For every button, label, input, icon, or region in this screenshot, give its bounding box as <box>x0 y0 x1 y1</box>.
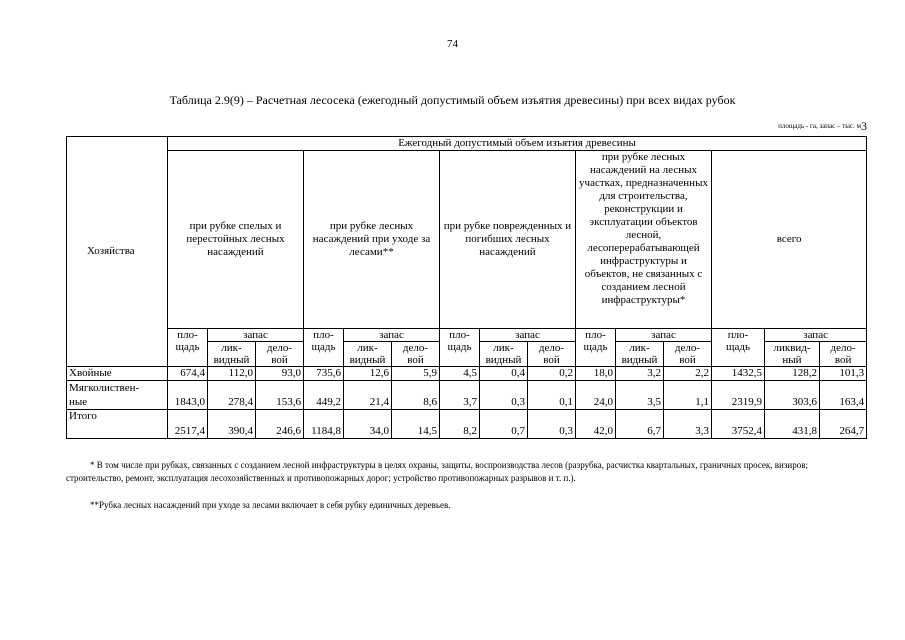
header-category-infrastructure: при рубке лесных насаждений на лесных участках, предназначенных для строительства, реконструкции и эксплуатации объектов лесной, лесоперерабатывающей инфраструктуры и объектов, не связанных с созданием лесной инфраструктуры* <box>576 151 712 329</box>
footnote-care-felling: **Рубка лесных насаждений при уходе за лесами включает в себя рубку единичных деревьев. <box>90 500 451 510</box>
units-superscript: 3 <box>861 119 867 133</box>
cell-value: 264,7 <box>820 410 867 439</box>
header-area: пло- щадь <box>304 329 344 367</box>
footnote-infrastructure: * В том числе при рубках, связанных с созданием лесной инфраструктуры в целях охраны, защиты, воспроизводства лесов (разрубка, расчистка квартальных, граничных просек, визиров; строительство, ремонт, эксплуатация лесохозяйственных и противопожарных дорог; устройство противопожарных разрывов и т. п.). <box>66 460 808 483</box>
header-liquid: лик- видный <box>480 342 528 367</box>
header-farms: Хозяйства <box>67 137 168 367</box>
cell-value: 246,6 <box>256 410 304 439</box>
cell-value: 8,6 <box>392 381 440 410</box>
header-category-mature: при рубке спелых и перестойных лесных насаждений <box>168 151 304 329</box>
cell-value: 14,5 <box>392 410 440 439</box>
cell-value: 101,3 <box>820 367 867 381</box>
header-main: Ежегодный допустимый объем изъятия древесины <box>168 137 867 151</box>
row-name: Мягколиствен- ные <box>67 381 168 410</box>
cell-value: 93,0 <box>256 367 304 381</box>
cell-value: 34,0 <box>344 410 392 439</box>
header-stock: запас <box>208 329 304 342</box>
units-text: площадь - га, запас – тыс. м <box>778 122 861 130</box>
cell-value: 3,2 <box>616 367 664 381</box>
header-area: пло- щадь <box>168 329 208 367</box>
units-note <box>778 119 867 134</box>
header-stock: запас <box>616 329 712 342</box>
cell-value: 21,4 <box>344 381 392 410</box>
row-name: Итого <box>67 410 168 439</box>
cell-value: 6,7 <box>616 410 664 439</box>
header-business: дело- вой <box>392 342 440 367</box>
cell-value: 431,8 <box>765 410 820 439</box>
header-stock: запас <box>344 329 440 342</box>
cell-value: 8,2 <box>440 410 480 439</box>
header-category-care: при рубке лесных насаждений при уходе за лесами** <box>304 151 440 329</box>
cell-value: 5,9 <box>392 367 440 381</box>
header-business: дело- вой <box>256 342 304 367</box>
allowable-cut-table <box>66 136 867 439</box>
cell-value: 2319,9 <box>712 381 765 410</box>
header-category-damaged: при рубке поврежденных и погибших лесных насаждений <box>440 151 576 329</box>
cell-value: 449,2 <box>304 381 344 410</box>
cell-value: 2,2 <box>664 367 712 381</box>
table-row <box>67 381 867 410</box>
header-business: дело- вой <box>528 342 576 367</box>
table-row <box>67 410 867 439</box>
header-area: пло- щадь <box>712 329 765 367</box>
header-stock: запас <box>480 329 576 342</box>
row-name: Хвойные <box>67 367 168 381</box>
cell-value: 390,4 <box>208 410 256 439</box>
cell-value: 2517,4 <box>168 410 208 439</box>
cell-value: 0,7 <box>480 410 528 439</box>
table-row <box>67 367 867 381</box>
cell-value: 128,2 <box>765 367 820 381</box>
cell-value: 112,0 <box>208 367 256 381</box>
header-category-total: всего <box>712 151 867 329</box>
header-liquid: лик- видный <box>208 342 256 367</box>
cell-value: 3,7 <box>440 381 480 410</box>
cell-value: 1184,8 <box>304 410 344 439</box>
cell-value: 0,3 <box>528 410 576 439</box>
cell-value: 303,6 <box>765 381 820 410</box>
header-liquid: лик- видный <box>616 342 664 367</box>
cell-value: 735,6 <box>304 367 344 381</box>
header-liquid: лик- видный <box>344 342 392 367</box>
cell-value: 3,3 <box>664 410 712 439</box>
page-number: 74 <box>447 38 458 50</box>
cell-value: 4,5 <box>440 367 480 381</box>
cell-value: 1,1 <box>664 381 712 410</box>
cell-value: 24,0 <box>576 381 616 410</box>
header-business: дело- вой <box>664 342 712 367</box>
cell-value: 674,4 <box>168 367 208 381</box>
cell-value: 163,4 <box>820 381 867 410</box>
header-business: дело- вой <box>820 342 867 367</box>
cell-value: 3,5 <box>616 381 664 410</box>
cell-value: 153,6 <box>256 381 304 410</box>
cell-value: 0,2 <box>528 367 576 381</box>
cell-value: 278,4 <box>208 381 256 410</box>
header-area: пло- щадь <box>576 329 616 367</box>
table-title: Таблица 2.9(9) – Расчетная лесосека (ежегодный допустимый объем изъятия древесины) при всех видах рубок <box>169 93 736 107</box>
cell-value: 0,3 <box>480 381 528 410</box>
header-area: пло- щадь <box>440 329 480 367</box>
cell-value: 18,0 <box>576 367 616 381</box>
cell-value: 3752,4 <box>712 410 765 439</box>
cell-value: 1432,5 <box>712 367 765 381</box>
cell-value: 12,6 <box>344 367 392 381</box>
header-stock: запас <box>765 329 867 342</box>
cell-value: 1843,0 <box>168 381 208 410</box>
cell-value: 42,0 <box>576 410 616 439</box>
cell-value: 0,1 <box>528 381 576 410</box>
cell-value: 0,4 <box>480 367 528 381</box>
header-liquid-total: ликвид- ный <box>765 342 820 367</box>
